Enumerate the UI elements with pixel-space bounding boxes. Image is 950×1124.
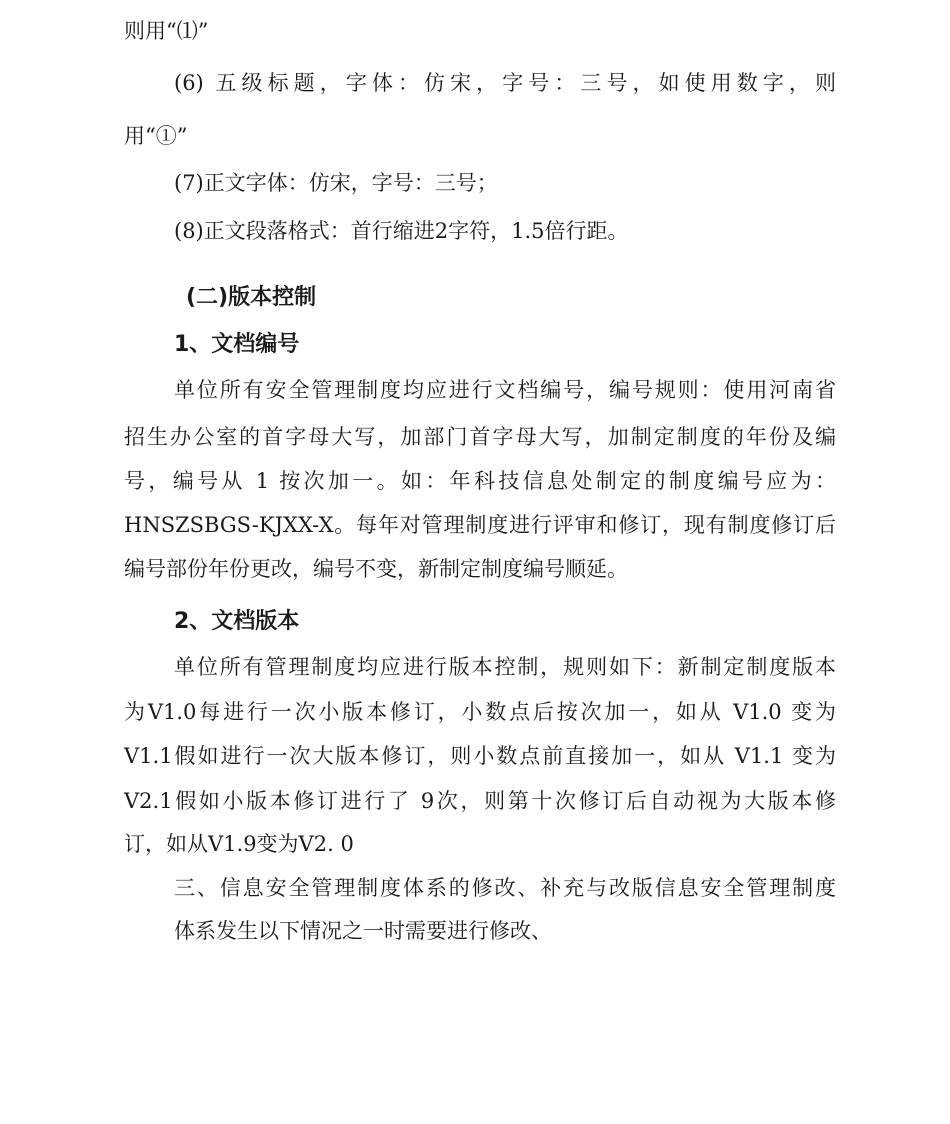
section-heading-version-control: (二)版本控制 bbox=[186, 285, 317, 310]
paragraph-line: HNSZSBGS-KJXX-X。每年对管理制度进行评审和修订，现有制度修订后 bbox=[124, 513, 836, 537]
list-item-8: (8)正文段落格式：首行缩进2字符，1.5倍行距。 bbox=[174, 219, 629, 243]
paragraph-line: 号，编号从 1 按次加一。如：年科技信息处制定的制度编号应为： bbox=[124, 469, 836, 493]
paragraph-line: 为V1.0每进行一次小版本修订，小数点后按次加一，如从 V1.0 变为 bbox=[124, 700, 836, 724]
paragraph-line: 单位所有管理制度均应进行版本控制，规则如下：新制定制度版本 bbox=[174, 655, 836, 679]
paragraph-line: V2.1假如小版本修订进行了 9次，则第十次修订后自动视为大版本修 bbox=[124, 789, 836, 813]
body-text-line: 则用“⑴” bbox=[124, 19, 209, 43]
paragraph-line: 编号部份年份更改，编号不变，新制定制度编号顺延。 bbox=[124, 557, 628, 581]
list-item-7: (7)正文字体：仿宋，字号：三号； bbox=[174, 171, 498, 195]
subheading-document-version: 2、文档版本 bbox=[174, 609, 300, 634]
paragraph-line: 单位所有安全管理制度均应进行文档编号，编号规则：使用河南省 bbox=[174, 378, 836, 402]
paragraph-line: V1.1假如进行一次大版本修订，则小数点前直接加一，如从 V1.1 变为 bbox=[124, 744, 836, 768]
paragraph-line: 三、信息安全管理制度体系的修改、补充与改版信息安全管理制度 bbox=[174, 876, 836, 900]
body-text-line: 用“①” bbox=[124, 124, 188, 148]
paragraph-line: 体系发生以下情况之一时需要进行修改、 bbox=[174, 919, 552, 943]
list-item-6: (6) 五级标题，字体：仿宋，字号：三号，如使用数字，则 bbox=[174, 71, 836, 95]
paragraph-line: 招生办公室的首字母大写，加部门首字母大写，加制定制度的年份及编 bbox=[124, 425, 836, 449]
subheading-document-number: 1、文档编号 bbox=[174, 332, 300, 357]
paragraph-line: 订，如从V1.9变为V2. 0 bbox=[124, 832, 354, 856]
